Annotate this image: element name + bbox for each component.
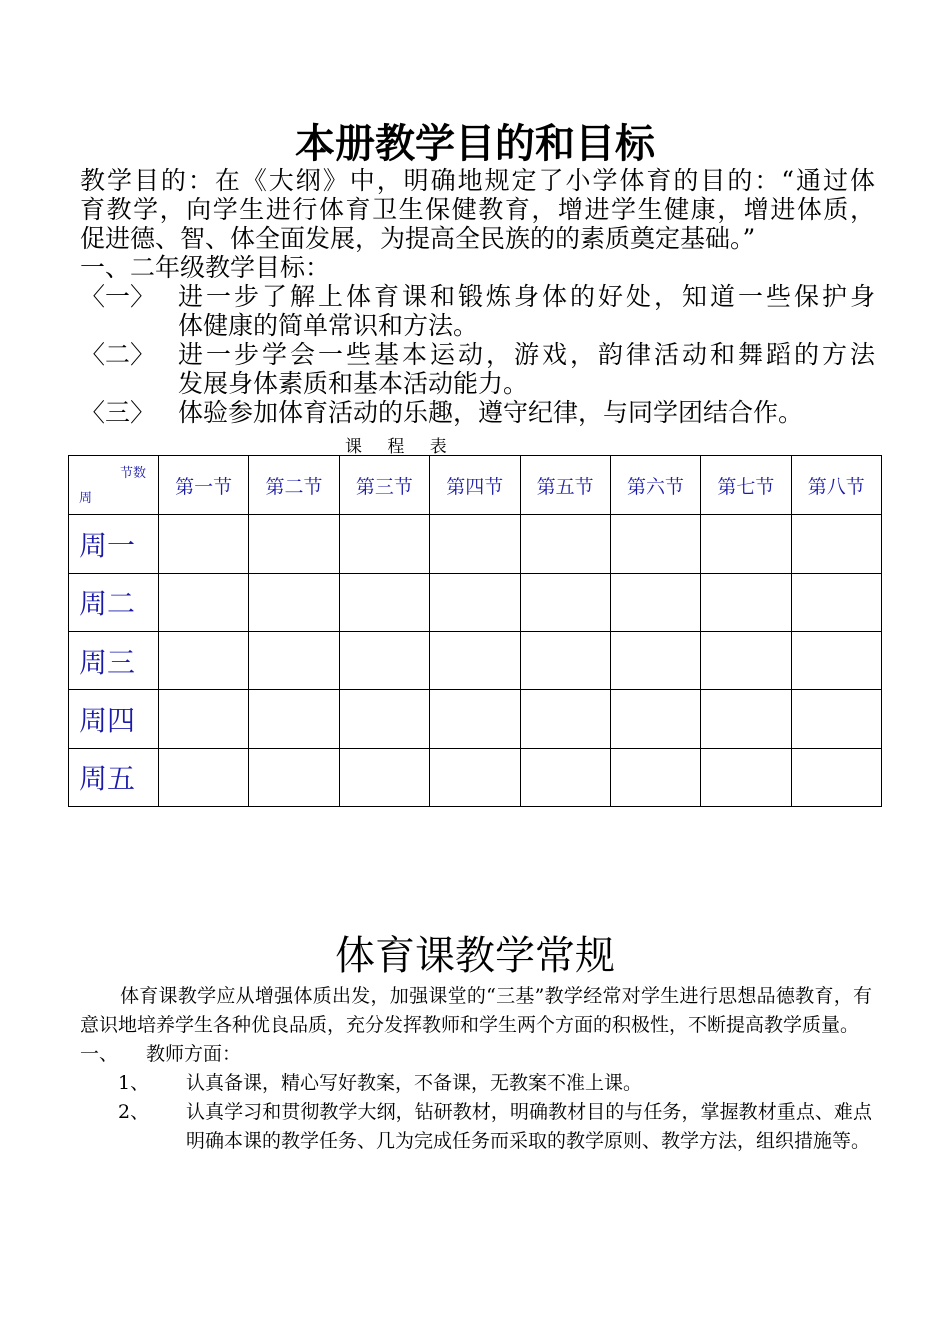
schedule-cell[interactable] [791, 515, 881, 573]
schedule-header-row [69, 456, 882, 515]
schedule-row [69, 515, 882, 573]
schedule-cell[interactable] [610, 573, 700, 631]
schedule-cell[interactable] [159, 631, 249, 689]
goal-text-line: 进一步学会一些基本运动，游戏，韵律活动和舞蹈的方法 [178, 340, 875, 369]
schedule-cell[interactable] [791, 690, 881, 748]
schedule-cell[interactable] [701, 515, 791, 573]
schedule-cell[interactable] [339, 515, 429, 573]
schedule-cell[interactable] [430, 631, 520, 689]
rule-number: 2、 [118, 1101, 150, 1123]
teaching-routine-section [80, 982, 872, 1156]
schedule-cell[interactable] [249, 690, 339, 748]
grade-goals-heading: 一、二年级教学目标： [80, 253, 331, 282]
rule-text: 认真学习和贯彻教学大纲，钻研教材，明确教材目的与任务，掌握教材重点、难点明确本课的教学任务、几为完成任务而采取的教学原则、教学方法，组织措施等。 [186, 1101, 872, 1152]
rule-number: 1、 [118, 1072, 150, 1094]
schedule-row [69, 690, 882, 748]
schedule-cell[interactable] [159, 573, 249, 631]
schedule-cell[interactable] [339, 748, 429, 806]
day-label: 周一 [69, 515, 159, 573]
schedule-cell[interactable] [520, 748, 610, 806]
schedule-cell[interactable] [791, 631, 881, 689]
schedule-table [68, 455, 882, 807]
purpose-line: 教学目的：在《大纲》中，明确地规定了小学体育的目的：“通过体 [80, 166, 875, 195]
schedule-cell[interactable] [159, 748, 249, 806]
schedule-cell[interactable] [339, 690, 429, 748]
schedule-caption: 课 程 表 [345, 437, 457, 457]
goal-item [80, 398, 875, 427]
schedule-row [69, 748, 882, 806]
period-header: 第六节 [610, 456, 700, 515]
rule-text: 认真备课，精心写好教案，不备课，无教案不准上课。 [186, 1072, 643, 1094]
schedule-cell[interactable] [520, 515, 610, 573]
day-label: 周四 [69, 690, 159, 748]
goal-text-line: 进一步了解上体育课和锻炼身体的好处，知道一些保护身 [178, 282, 875, 311]
schedule-row [69, 573, 882, 631]
schedule-cell[interactable] [430, 690, 520, 748]
schedule-cell[interactable] [610, 690, 700, 748]
schedule-cell[interactable] [520, 573, 610, 631]
schedule-cell[interactable] [610, 515, 700, 573]
schedule-cell[interactable] [701, 631, 791, 689]
schedule-cell[interactable] [430, 573, 520, 631]
schedule-cell[interactable] [791, 573, 881, 631]
schedule-cell[interactable] [520, 631, 610, 689]
schedule-cell[interactable] [791, 748, 881, 806]
period-header: 第五节 [520, 456, 610, 515]
period-header: 第七节 [701, 456, 791, 515]
purpose-line: 育教学，向学生进行体育卫生保健教育，增进学生健康，增进体质， [80, 195, 875, 224]
goal-item [80, 282, 875, 340]
corner-periods-label: 节数 [119, 466, 146, 481]
schedule-cell[interactable] [159, 515, 249, 573]
schedule-cell[interactable] [430, 515, 520, 573]
teacher-heading-number: 一、 [80, 1043, 119, 1065]
schedule-row [69, 631, 882, 689]
schedule-cell[interactable] [610, 748, 700, 806]
period-header: 第四节 [430, 456, 520, 515]
teacher-heading-text: 教师方面： [146, 1043, 242, 1065]
corner-week-label: 周 [79, 491, 93, 507]
period-header: 第一节 [159, 456, 249, 515]
schedule-cell[interactable] [249, 515, 339, 573]
goal-item [80, 340, 875, 398]
goal-text-line: 发展身体素质和基本活动能力。 [178, 369, 529, 398]
schedule-corner-cell [69, 456, 159, 515]
schedule-cell[interactable] [701, 690, 791, 748]
schedule-cell[interactable] [339, 573, 429, 631]
schedule-cell[interactable] [249, 631, 339, 689]
teaching-purpose-section [80, 166, 875, 427]
schedule-cell[interactable] [339, 631, 429, 689]
schedule-cell[interactable] [249, 748, 339, 806]
day-label: 周二 [69, 573, 159, 631]
schedule-cell[interactable] [701, 573, 791, 631]
day-label: 周五 [69, 748, 159, 806]
routine-intro: 体育课教学应从增强体质出发，加强课堂的“三基”教学经常对学生进行思想品德教育，有意识地培养学生各种优良品质，充分发挥教师和学生两个方面的积极性，不断提高教学质量。 [80, 985, 872, 1036]
rule-item [80, 1098, 872, 1156]
teacher-heading [80, 1040, 872, 1069]
period-header: 第八节 [791, 456, 881, 515]
purpose-line: 促进德、智、体全面发展，为提高全民族的的素质奠定基础。” [80, 224, 756, 253]
rule-item [80, 1069, 872, 1098]
section-title: 体育课教学常规 [335, 933, 615, 979]
schedule-cell[interactable] [159, 690, 249, 748]
page-title: 本册教学目的和目标 [295, 121, 655, 167]
schedule-cell[interactable] [249, 573, 339, 631]
goal-text-line: 体验参加体育活动的乐趣，遵守纪律，与同学团结合作。 [178, 398, 804, 427]
goal-number: 〈三〉 [80, 398, 156, 427]
period-header: 第三节 [339, 456, 429, 515]
goal-number: 〈一〉 [80, 282, 156, 311]
schedule-cell[interactable] [610, 631, 700, 689]
schedule-cell[interactable] [701, 748, 791, 806]
period-header: 第二节 [249, 456, 339, 515]
goal-text-line: 体健康的简单常识和方法。 [178, 311, 479, 340]
day-label: 周三 [69, 631, 159, 689]
schedule-cell[interactable] [520, 690, 610, 748]
schedule-cell[interactable] [430, 748, 520, 806]
goal-number: 〈二〉 [80, 340, 156, 369]
